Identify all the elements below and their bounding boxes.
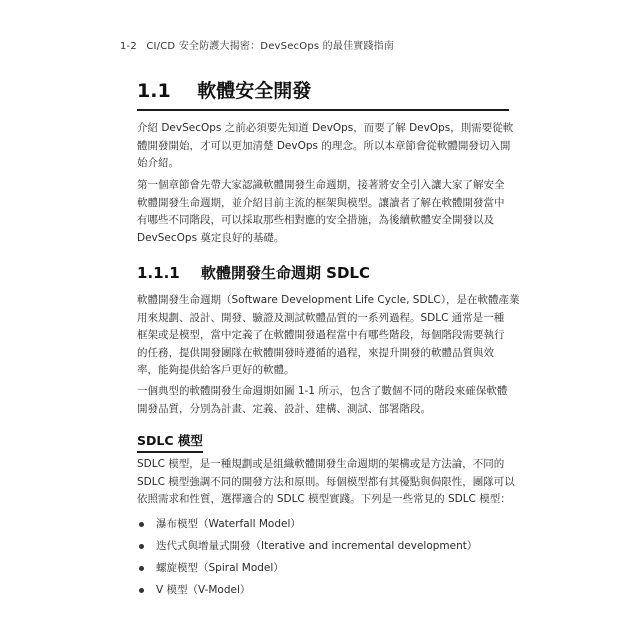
text-line: 軟體開發生命週期（Software Development Life Cycle, SDLC），是在軟體產業: [137, 294, 520, 306]
subsection-title: 軟體開發生命週期 SDLC: [200, 264, 370, 282]
text-line: 介紹 DevSecOps 之前必須要先知道 DevOps，而要了解 DevOps，則需要從軟: [137, 122, 514, 134]
text-line: 第一個章節會先帶大家認識軟體開發生命週期，接著將安全引入讓大家了解安全: [137, 179, 505, 191]
intro-paragraph-2: [137, 177, 509, 247]
section-number: 1.1: [137, 80, 171, 102]
sdlc-paragraph-1: [137, 292, 520, 380]
text-line: 用來規劃、設計、開發、驗證及測試軟體品質的一系列過程。SDLC 通常是一種: [137, 311, 505, 324]
text-line: 一個典型的軟體開發生命週期如圖 1-1 所示，包含了數個不同的階段來確保軟體: [137, 385, 508, 397]
subsection-number: 1.1.1: [137, 264, 180, 282]
page-number: 1-2: [120, 41, 137, 52]
text-line: 的任務，提供開發團隊在軟體開發時遵循的過程，來提升開發的軟體品質與效: [137, 346, 494, 359]
list-item-text: V 模型（V-Model）: [156, 583, 251, 596]
intro-paragraph-1: [137, 120, 514, 173]
text-line: 開發品質，分別為計畫、定義、設計、建構、測試、部署階段。: [137, 402, 431, 415]
list-item: [137, 513, 509, 535]
sdlc-models-paragraph: [137, 456, 515, 509]
list-item: [137, 535, 509, 557]
list-item: [137, 557, 509, 579]
text-line: 軟體開發生命週期，並介紹目前主流的框架與模型。讓讀者了解在軟體開發當中: [137, 196, 505, 209]
sdlc-models-list: [137, 513, 509, 601]
sdlc-models-heading: SDLC 模型: [137, 431, 203, 453]
text-line: 框架或是模型，當中定義了在軟體開發過程當中有哪些階段，每個階段需要執行: [137, 329, 505, 341]
text-line: 依照需求和性質，選擇適合的 SDLC 模型實踐。下列是一些常見的 SDLC 模型：: [137, 493, 511, 505]
book-title: CI/CD 安全防護大揭密：DevSecOps 的最佳實踐指南: [146, 41, 395, 52]
list-item: [137, 579, 509, 601]
list-item-text: 瀑布模型（Waterfall Model）: [156, 517, 301, 530]
text-line: 率，能夠提供給客戶更好的軟體。: [137, 364, 295, 376]
sdlc-paragraph-2: [137, 383, 509, 418]
text-line: 始介紹。: [137, 157, 179, 169]
section-heading: [137, 76, 509, 111]
text-line: 體開發開始，才可以更加清楚 DevOps 的理念。所以本章節會從軟體開發切入開: [137, 139, 511, 152]
bullet-icon: [139, 544, 144, 549]
text-line: SDLC 模型強調不同的開發方法和原則。每個模型都有其優點與侷限性，團隊可以: [137, 475, 515, 488]
running-header: [120, 37, 394, 52]
bullet-icon: [139, 522, 144, 527]
bullet-icon: [139, 588, 144, 593]
text-line: DevSecOps 奠定良好的基礎。: [137, 231, 285, 244]
subsection-heading: [137, 262, 370, 283]
text-line: 有哪些不同階段，可以採取那些相對應的安全措施，為後續軟體安全開發以及: [137, 214, 494, 226]
section-title: 軟體安全開發: [197, 80, 312, 102]
list-item-text: 迭代式與增量式開發（Iterative and incremental development）: [156, 539, 478, 552]
bullet-icon: [139, 566, 144, 571]
text-line: SDLC 模型，是一種規劃或是組織軟體開發生命週期的架構或是方法論，不同的: [137, 458, 505, 470]
list-item-text: 螺旋模型（Spiral Model）: [156, 561, 284, 574]
